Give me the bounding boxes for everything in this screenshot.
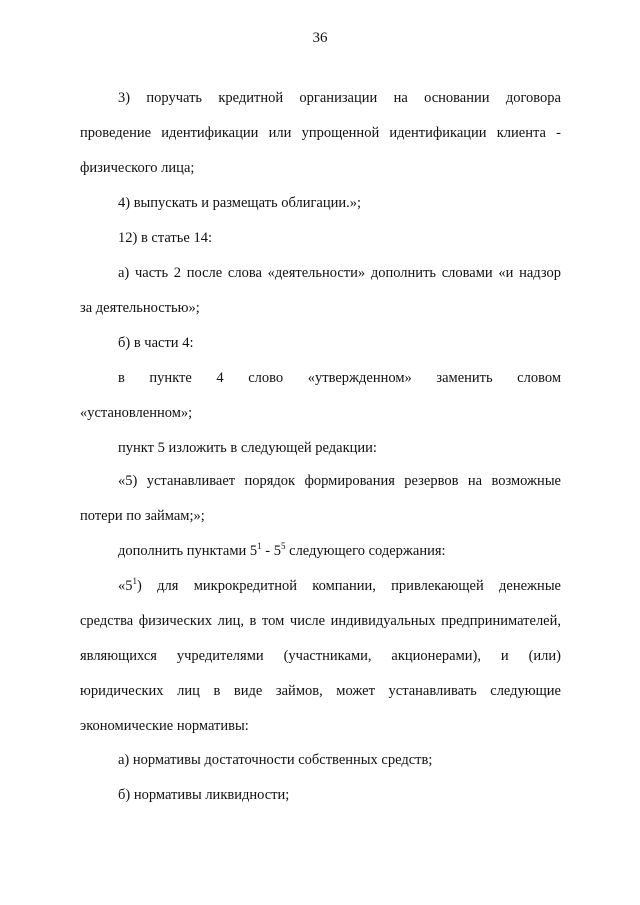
text-line xyxy=(118,578,561,595)
text-fragment: следующего содержания: xyxy=(285,543,446,559)
text-line: 3) поручать кредитной организации на основании договора xyxy=(118,90,561,106)
text-line: средства физических лиц, в том числе индивидуальных предпринимателей, xyxy=(80,613,561,629)
text-line: «5) устанавливает порядок формирования резервов на возможные xyxy=(118,473,561,489)
text-line: являющихся учредителями (участниками, акционерами), и (или) xyxy=(80,648,561,664)
superscript: 1 xyxy=(257,541,262,551)
text-line: пункт 5 изложить в следующей редакции: xyxy=(118,440,377,456)
superscript: 1 xyxy=(132,576,137,586)
text-line: за деятельностью»; xyxy=(80,300,200,316)
text-line: 12) в статье 14: xyxy=(118,230,212,246)
text-line: потери по займам;»; xyxy=(80,508,205,524)
text-line: 4) выпускать и размещать облигации.»; xyxy=(118,195,362,211)
text-line: экономические нормативы: xyxy=(80,718,249,734)
superscript: 5 xyxy=(281,541,286,551)
text-fragment: «5 xyxy=(118,578,133,594)
page-number: 36 xyxy=(312,30,328,46)
text-line: в пункте 4 слово «утвержденном» заменить словом xyxy=(118,370,561,386)
text-line: а) нормативы достаточности собственных средств; xyxy=(118,752,433,768)
text-line: б) в части 4: xyxy=(118,335,194,351)
text-line: проведение идентификации или упрощенной идентификации клиента - xyxy=(80,125,561,141)
text-line: «установленном»; xyxy=(80,405,193,421)
text-fragment: дополнить пунктами 5 xyxy=(118,543,258,559)
text-line: а) часть 2 после слова «деятельности» дополнить словами «и надзор xyxy=(118,265,561,281)
text-line xyxy=(118,543,446,560)
text-line: б) нормативы ликвидности; xyxy=(118,787,290,803)
text-fragment: - 5 xyxy=(261,543,282,559)
text-line: физического лица; xyxy=(80,160,195,176)
text-line: юридических лиц в виде займов, может устанавливать следующие xyxy=(80,683,561,699)
text-fragment: ) для микрокредитной компании, привлекающей денежные xyxy=(137,578,561,594)
